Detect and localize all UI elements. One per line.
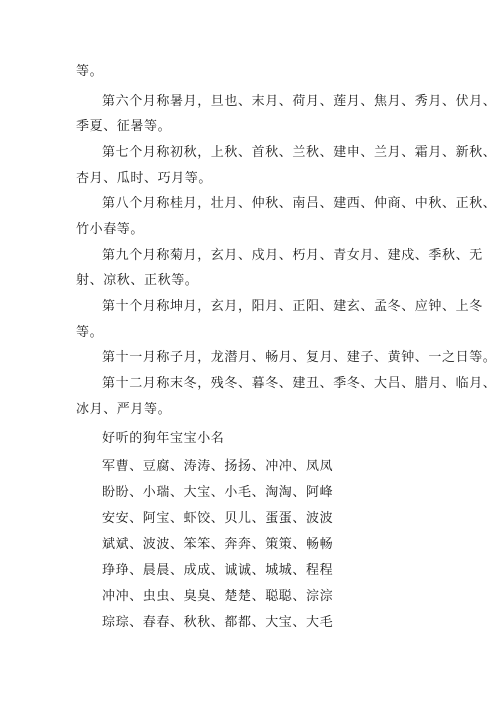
paragraph-month-8: 第八个月称桂月，壮月、仲秋、南吕、建西、仲商、中秋、正秋、: [102, 196, 497, 211]
name-list-row: 琤琤、晨晨、成成、诚诚、城城、程程: [102, 563, 334, 578]
name-list-row: 军曹、豆腐、涛涛、扬扬、冲冲、凤凤: [102, 459, 334, 474]
name-list-row: 斌斌、波波、笨笨、奔奔、策策、畅畅: [102, 537, 334, 552]
text-line: 射、凉秋、正秋等。: [76, 273, 199, 288]
name-list-row: 冲冲、虫虫、臭臭、楚楚、聪聪、淙淙: [102, 589, 334, 604]
paragraph-month-12: 第十二月称末冬，残冬、暮冬、建丑、季冬、大吕、腊月、临月、: [102, 376, 497, 391]
name-list-row: 安安、阿宝、虾饺、贝儿、蛋蛋、波波: [102, 511, 334, 526]
text-line: 冰月、严月等。: [76, 402, 172, 417]
text-line: 竹小春等。: [76, 222, 145, 237]
name-list-row: 盼盼、小瑞、大宝、小毛、淘淘、阿峰: [102, 485, 334, 500]
text-line: 杏月、瓜时、巧月等。: [76, 171, 213, 186]
paragraph-month-9: 第九个月称菊月，玄月、戍月、朽月、青女月、建戍、季秋、无: [102, 248, 483, 263]
paragraph-month-7: 第七个月称初秋，上秋、首秋、兰秋、建申、兰月、霜月、新秋、: [102, 145, 497, 160]
text-line: 等。: [76, 325, 104, 340]
paragraph-month-10: 第十个月称坤月，玄月，阳月、正阳、建玄、孟冬、应钟、上冬: [102, 299, 483, 314]
text-line: 等。: [76, 64, 104, 79]
text-line: 季夏、征暑等。: [76, 119, 172, 134]
section-heading: 好听的狗年宝宝小名: [102, 431, 225, 446]
name-list-row: 琮琮、春春、秋秋、都都、大宝、大毛: [102, 615, 334, 630]
paragraph-month-11: 第十一月称子月，龙潜月、畅月、复月、建子、黄钟、一之日等。: [102, 350, 497, 365]
paragraph-month-6: 第六个月称暑月，旦也、末月、荷月、莲月、焦月、秀月、伏月、: [102, 94, 497, 109]
